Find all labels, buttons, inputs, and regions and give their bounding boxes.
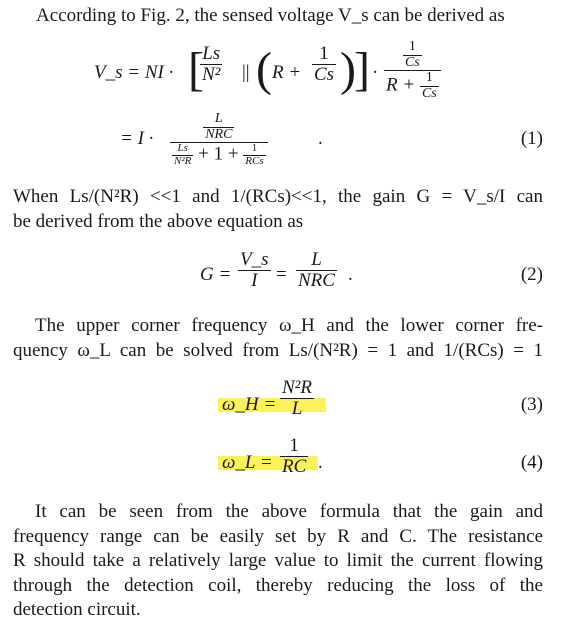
eq2-vs: V_s [240, 249, 269, 270]
eq1-cs: Cs [314, 63, 335, 85]
eq2-equals: = [276, 264, 287, 285]
eq4-lhs: ω_L = [222, 452, 273, 473]
corner-text-line-2: quency ω_L can be solved from Ls/(N²R) = 1 and 1/(RCs) = 1 [13, 339, 543, 361]
equation-1-line-1: V_s = NI · [ Ls N² || ( R + 1 Cs ) ] · $\frac{1}{Cs}$ R + $\frac{1}{Cs}$ [0, 40, 565, 110]
corner-text-line-1: The upper corner frequency ω_H and the lower corner fre- [35, 315, 543, 336]
eq1-one: 1 [319, 43, 329, 64]
eq1-RCs: RCs [245, 154, 264, 167]
eq2-frac-l-nrc [296, 250, 337, 291]
eq1-r-plus: R + [272, 62, 302, 83]
eq1-one-b: 1 [408, 39, 416, 54]
equation-4 [0, 436, 565, 492]
eq2-g: G = [200, 264, 232, 285]
eq4-number: (4) [520, 452, 543, 473]
eq4-period: . [318, 452, 323, 473]
eq1-period: . [318, 128, 323, 149]
gain-text-line-1: When Ls/(N²R) <<1 and 1/(RCs)<<1, the gain G = V_s/I can [13, 186, 543, 207]
eq1-frac-main [170, 112, 268, 167]
eq3-number: (3) [520, 394, 543, 415]
eq2-number: (2) [520, 264, 543, 285]
eq1-parallel: || [242, 62, 250, 83]
eq1-prefix: = I · [120, 128, 154, 149]
conclusion-line-1: It can be seen from the above formula that the gain and [35, 501, 543, 522]
eq2-period: . [348, 264, 353, 285]
eq1-cs-b: Cs [404, 54, 420, 70]
eq1-one-d: 1 [251, 142, 258, 155]
eq1-number: (1) [520, 128, 543, 149]
eq1-N2R: N²R [174, 154, 192, 167]
equation-2 [0, 248, 565, 304]
equation-1-line-2 [0, 111, 565, 174]
eq1-NRC: NRC [205, 126, 233, 142]
eq1-one-c: 1 [425, 70, 433, 86]
eq4-frac [280, 436, 308, 477]
eq3-frac [280, 378, 314, 419]
eq4-numerator: 1 [289, 435, 299, 456]
eq3-numerator: N²R [282, 377, 312, 398]
eq1-lhs: V_s = NI · [94, 62, 174, 83]
eq1-n2: N² [202, 63, 221, 85]
eq1-ls: Ls [202, 43, 221, 64]
eq1-cs-c: Cs [421, 86, 437, 102]
equation-3 [0, 378, 565, 434]
eq1-Ls: Ls [177, 142, 188, 155]
conclusion-line-2: frequency range can be easily set by R and C. The resistance [13, 525, 543, 547]
eq1-frac-right [384, 40, 441, 102]
corner-frequency-paragraph [13, 314, 543, 363]
eq1-dot: · [372, 62, 379, 83]
gain-text-line-2: be derived from the above equation as [13, 210, 304, 232]
intro-paragraph [36, 4, 541, 29]
intro-text: According to Fig. 2, the sensed voltage V_s can be derived as [36, 5, 505, 26]
eq3-denominator: L [291, 397, 303, 419]
conclusion-line-3: R should take a relatively large value to limit the current flowing [13, 550, 543, 571]
conclusion-paragraph [13, 500, 543, 623]
eq1-L: L [214, 111, 223, 126]
eq1-frac-1-cs [312, 44, 336, 85]
conclusion-line-5: detection circuit. [13, 599, 141, 620]
eq2-l: L [311, 249, 322, 270]
eq2-nrc: NRC [298, 269, 335, 291]
eq4-denominator: RC [282, 455, 307, 477]
eq1-plus-one: + 1 + [198, 143, 239, 165]
gain-paragraph [13, 185, 543, 234]
eq1-r-plus-b: R + [386, 74, 416, 96]
eq2-i: I [251, 269, 258, 291]
eq3-lhs: ω_H = [222, 394, 277, 415]
conclusion-line-4: through the detection coil, thereby reducing the loss of the [13, 574, 543, 596]
eq1-frac-ls-n2 [200, 44, 222, 85]
eq2-frac-vs-i [238, 250, 271, 291]
